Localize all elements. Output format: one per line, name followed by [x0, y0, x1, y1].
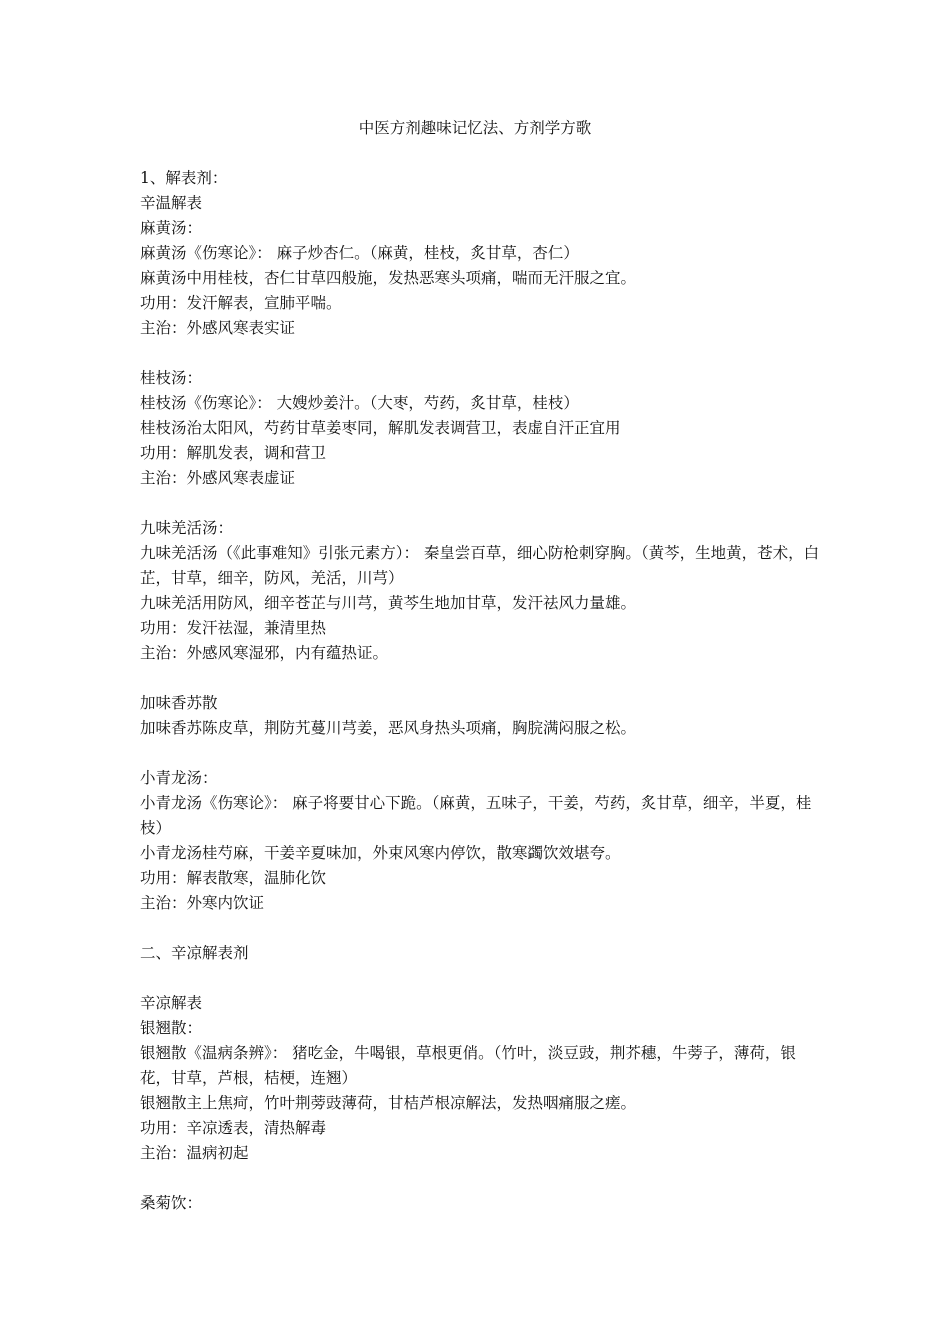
subsection-heading: 辛凉解表 — [140, 994, 203, 1012]
mnemonic-line: 九味羌活汤（《此事难知》引张元素方）： 秦皇尝百草，细心防枪刺穿胸。（黄芩，生地黄，苍术，白芷，甘草，细辛，防风，羌活，川芎） — [140, 544, 820, 587]
blank-line — [140, 666, 820, 691]
mnemonic-line: 银翘散《温病条辨》： 猪吃金，牛喝银，草根更俏。（竹叶，淡豆豉，荆芥穗，牛蒡子，薄荷，银花，甘草，芦根，桔梗，连翘） — [140, 1044, 796, 1087]
mnemonic-line: 麻黄汤《伤寒论》： 麻子炒杏仁。（麻黄，桂枝，炙甘草，杏仁） — [140, 244, 579, 262]
verse-line: 九味羌活用防风，细辛苍芷与川芎，黄芩生地加甘草，发汗祛风力量雄。 — [140, 594, 637, 612]
function-line: 功用：发汗祛湿，兼清里热 — [140, 619, 327, 637]
verse-line: 银翘散主上焦疴，竹叶荆蒡豉薄荷，甘桔芦根凉解法，发热咽痛服之瘥。 — [140, 1094, 637, 1112]
blank-line — [140, 916, 820, 941]
function-line: 功用：解肌发表，调和营卫 — [140, 444, 327, 462]
verse-line: 小青龙汤桂芍麻，干姜辛夏味加，外束风寒内停饮，散寒蠲饮效堪夸。 — [140, 844, 621, 862]
section-heading: 1、解表剂： — [140, 169, 228, 187]
formula-name: 九味羌活汤： — [140, 519, 234, 537]
blank-line — [140, 966, 820, 991]
indication-line: 主治：外感风寒湿邪，内有蕴热证。 — [140, 644, 389, 662]
blank-line — [140, 741, 820, 766]
verse-line: 麻黄汤中用桂枝，杏仁甘草四般施，发热恶寒头项痛，喘而无汗服之宜。 — [140, 269, 637, 287]
formula-name: 桑菊饮： — [140, 1194, 203, 1212]
formula-name: 麻黄汤： — [140, 219, 203, 237]
function-line: 功用：解表散寒，温肺化饮 — [140, 869, 327, 887]
indication-line: 主治：外感风寒表实证 — [140, 319, 296, 337]
formula-name: 加味香苏散 — [140, 694, 218, 712]
section-heading: 二、辛凉解表剂 — [140, 944, 249, 962]
mnemonic-line: 桂枝汤《伤寒论》： 大嫂炒姜汁。（大枣，芍药，炙甘草，桂枝） — [140, 394, 579, 412]
formula-name: 桂枝汤： — [140, 369, 203, 387]
document-body — [140, 166, 820, 1216]
mnemonic-line: 小青龙汤《伤寒论》： 麻子将要甘心下跪。（麻黄，五味子，干姜，芍药，炙甘草，细辛，半夏，桂枝） — [140, 794, 812, 837]
blank-line — [140, 1166, 820, 1191]
verse-line: 加味香苏陈皮草，荆防艽蔓川芎姜，恶风身热头项痛，胸脘满闷服之松。 — [140, 719, 637, 737]
subsection-heading: 辛温解表 — [140, 194, 203, 212]
indication-line: 主治：外感风寒表虚证 — [140, 469, 296, 487]
indication-line: 主治：外寒内饮证 — [140, 894, 265, 912]
function-line: 功用：发汗解表，宣肺平喘。 — [140, 294, 342, 312]
blank-line — [140, 341, 820, 366]
formula-name: 银翘散： — [140, 1019, 203, 1037]
document-title: 中医方剂趣味记忆法、方剂学方歌 — [358, 119, 592, 137]
blank-line — [140, 491, 820, 516]
indication-line: 主治：温病初起 — [140, 1144, 249, 1162]
formula-name: 小青龙汤： — [140, 769, 218, 787]
function-line: 功用：辛凉透表，清热解毒 — [140, 1119, 327, 1137]
verse-line: 桂枝汤治太阳风，芍药甘草姜枣同，解肌发表调营卫，表虚自汗正宜用 — [140, 419, 621, 437]
